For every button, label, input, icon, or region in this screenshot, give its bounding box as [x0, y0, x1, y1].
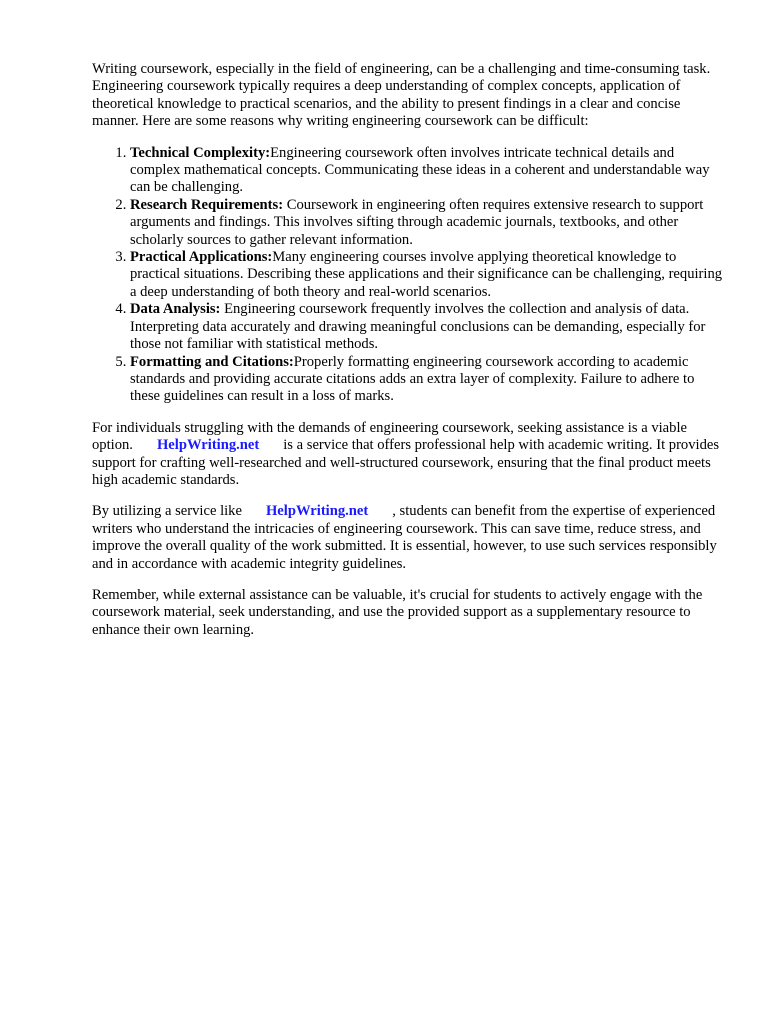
assistance-text-before: For individuals struggling with the demands of engineering coursework, seeking assistance is a viable option. — [92, 419, 687, 454]
reason-text: Engineering coursework frequently involves the collection and analysis of data. Interpreting data accurately and drawing meaningful conclusions can be demanding, especially for those not familiar with statistical methods. — [130, 301, 706, 353]
assistance-text-after: is a service that offers professional help with academic writing. It provides support for crafting well-researched and well-structured coursework, ensuring that the final product meets high academic standards. — [92, 437, 720, 488]
reason-term: Formatting and Citations: — [130, 353, 294, 370]
list-item — [130, 197, 724, 249]
service-text-after: , students can benefit from the expertise of experienced writers who understand the intricacies of engineering coursework. This can save time, reduce stress, and improve the overall quality of the work submitted. It is essential, however, to use such services responsibly and in accordance with academic integrity guidelines. — [92, 503, 717, 572]
service-paragraph — [92, 503, 724, 573]
helpwriting-link[interactable]: HelpWriting.net — [265, 503, 369, 520]
reason-text: Engineering coursework often involves intricate technical details and complex mathematical concepts. Communicating these ideas in a coherent and understandable way can be challenging. — [130, 144, 710, 196]
reason-text: Properly formatting engineering coursework according to academic standards and providing accurate citations adds an extra layer of complexity. Failure to adhere to these guidelines can result in a loss of marks. — [130, 353, 695, 405]
list-item — [130, 354, 724, 406]
document-page — [92, 61, 724, 653]
reasons-list — [92, 145, 724, 406]
list-item — [130, 249, 724, 301]
reason-term: Research Requirements: — [130, 196, 284, 213]
intro-paragraph: Writing coursework, especially in the field of engineering, can be a challenging and time-consuming task. Engineering coursework typically requires a deep understanding of complex concepts, application of theoretical knowledge to practical scenarios, and the ability to present findings in a clear and concise manner. Here are some reasons why writing engineering coursework can be difficult: — [92, 61, 711, 130]
closing-paragraph: Remember, while external assistance can be valuable, it's crucial for students to actively engage with the coursework material, seek understanding, and use the provided support as a supplementary resource to enhance their own learning. — [92, 586, 703, 638]
reason-term: Practical Applications: — [130, 249, 273, 266]
list-item — [130, 145, 724, 197]
reason-term: Data Analysis: — [130, 301, 221, 318]
reason-term: Technical Complexity: — [130, 144, 271, 161]
service-text-before: By utilizing a service like — [92, 503, 242, 520]
helpwriting-link[interactable]: HelpWriting.net — [156, 437, 260, 454]
assistance-paragraph — [92, 420, 724, 490]
reason-text: Many engineering courses involve applying theoretical knowledge to practical situations. Describing these applications and their significance can be challenging, requiring a deep understanding of both theory and real-world scenarios. — [130, 249, 723, 300]
list-item — [130, 301, 724, 353]
reason-text: Coursework in engineering often requires extensive research to support arguments and findings. This involves sifting through academic journals, textbooks, and other scholarly sources to gather relevant information. — [130, 196, 704, 248]
